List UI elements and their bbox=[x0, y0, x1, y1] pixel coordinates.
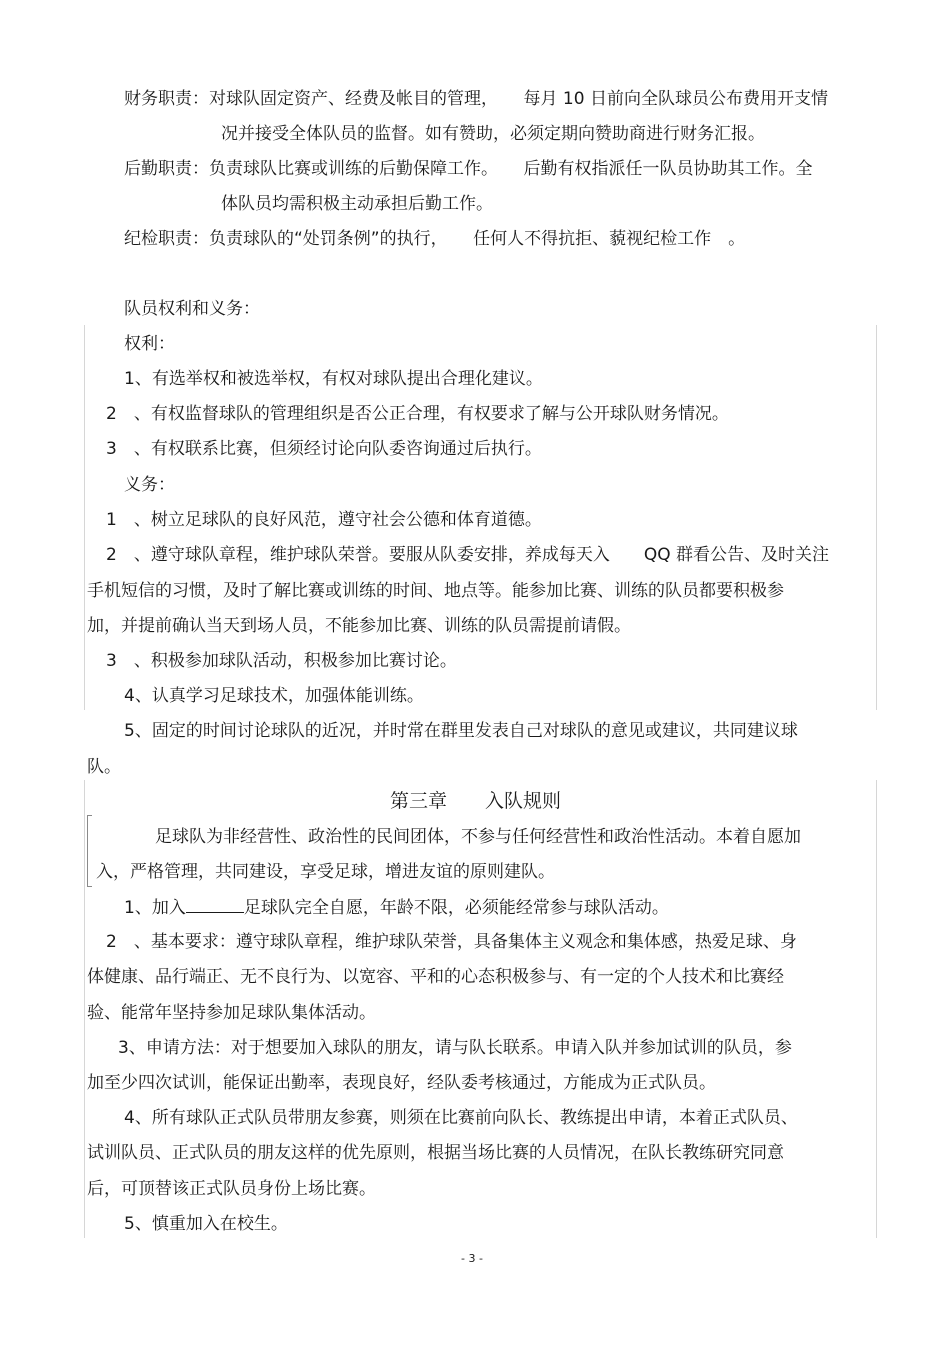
duties-item-2-line-1: 2 、遵守球队章程，维护球队荣誉。要服从队委安排，养成每天入 QQ 群看公告、及时关注 bbox=[106, 545, 829, 565]
logistics-duty-line-2: 体队员均需积极主动承担后勤工作。 bbox=[221, 194, 493, 214]
duties-item-2-line-3: 加，并提前确认当天到场人员，不能参加比赛、训练的队员需提前请假。 bbox=[87, 616, 631, 636]
finance-duty-line-1: 财务职责：对球队固定资产、经费及帐目的管理， 每月 10 日前向全队球员公布费用开支情 bbox=[124, 89, 828, 109]
rights-item-2: 2 、有权监督球队的管理组织是否公正合理，有权要求了解与公开球队财务情况。 bbox=[106, 404, 729, 424]
duties-item-5-line-1: 5、固定的时间讨论球队的近况，并时常在群里发表自己对球队的意见或建议，共同建议球 bbox=[124, 721, 798, 741]
rule-5: 5、慎重加入在校生。 bbox=[124, 1214, 288, 1234]
duties-item-2-line-2: 手机短信的习惯，及时了解比赛或训练的时间、地点等。能参加比赛、训练的队员都要积极参 bbox=[87, 581, 784, 601]
chapter-intro-line-1: 足球队为非经营性、政治性的民间团体，不参与任何经营性和政治性活动。本着自愿加 bbox=[155, 827, 801, 847]
team-name-blank bbox=[186, 896, 244, 913]
rights-duties-heading: 队员权利和义务： bbox=[124, 299, 260, 319]
rule-4-line-3: 后，可顶替该正式队员身份上场比赛。 bbox=[87, 1179, 376, 1199]
duties-item-5-line-2: 队。 bbox=[87, 757, 121, 777]
margin-rule-right-2 bbox=[876, 780, 877, 1238]
finance-duty-line-2: 况并接受全体队员的监督。如有赞助，必须定期向赞助商进行财务汇报。 bbox=[221, 124, 765, 144]
rule-2-line-3: 验、能常年坚持参加足球队集体活动。 bbox=[87, 1003, 376, 1023]
rule-2-line-2: 体健康、品行端正、无不良行为、以宽容、平和的心态积极参与、有一定的个人技术和比赛经 bbox=[87, 967, 784, 987]
margin-rule-left bbox=[84, 325, 85, 710]
margin-rule-right bbox=[876, 325, 877, 710]
duties-item-3: 3 、积极参加球队活动，积极参加比赛讨论。 bbox=[106, 651, 457, 671]
duties-item-4: 4、认真学习足球技术，加强体能训练。 bbox=[124, 686, 424, 706]
discipline-duty-line: 纪检职责：负责球队的“处罚条例”的执行， 任何人不得抗拒、藐视纪检工作 。 bbox=[124, 229, 746, 249]
duties-item-1: 1 、树立足球队的良好风范，遵守社会公德和体育道德。 bbox=[106, 510, 542, 530]
rule-4-line-1: 4、所有球队正式队员带朋友参赛，则须在比赛前向队长、教练提出申请，本着正式队员、 bbox=[124, 1108, 798, 1128]
rule-1-suffix: 足球队完全自愿，年龄不限，必须能经常参与球队活动。 bbox=[243, 898, 669, 918]
margin-rule-left-2 bbox=[84, 780, 85, 1238]
rule-2-line-1: 2 、基本要求：遵守球队章程，维护球队荣誉，具备集体主义观念和集体感，热爱足球、身 bbox=[106, 932, 797, 952]
rule-4-line-2: 试训队员、正式队员的朋友这样的优先原则，根据当场比赛的人员情况，在队长教练研究同意 bbox=[87, 1143, 784, 1163]
page-number: - 3 - bbox=[461, 1252, 483, 1265]
rule-1-prefix: 1、加入 bbox=[124, 898, 186, 918]
rights-item-3: 3 、有权联系比赛，但须经讨论向队委咨询通过后执行。 bbox=[106, 439, 542, 459]
rule-1 bbox=[124, 896, 669, 919]
rights-item-1: 1、有选举权和被选举权，有权对球队提出合理化建议。 bbox=[124, 369, 543, 389]
rule-3-line-2: 加至少四次试训，能保证出勤率，表现良好，经队委考核通过，方能成为正式队员。 bbox=[87, 1073, 716, 1093]
duties-label: 义务： bbox=[124, 475, 175, 495]
rule-3-line-1: 3、申请方法：对于想要加入球队的朋友，请与队长联系。申请入队并参加试训的队员，参 bbox=[118, 1038, 792, 1058]
logistics-duty-line-1: 后勤职责：负责球队比赛或训练的后勤保障工作。 后勤有权指派任一队员协助其工作。全 bbox=[124, 159, 813, 179]
rights-label: 权利： bbox=[124, 334, 175, 354]
chapter-intro-line-2: 入，严格管理，共同建设，享受足球，增进友谊的原则建队。 bbox=[96, 862, 555, 882]
chapter-title: 第三章 入队规则 bbox=[390, 790, 562, 812]
paragraph-bracket bbox=[87, 815, 92, 887]
